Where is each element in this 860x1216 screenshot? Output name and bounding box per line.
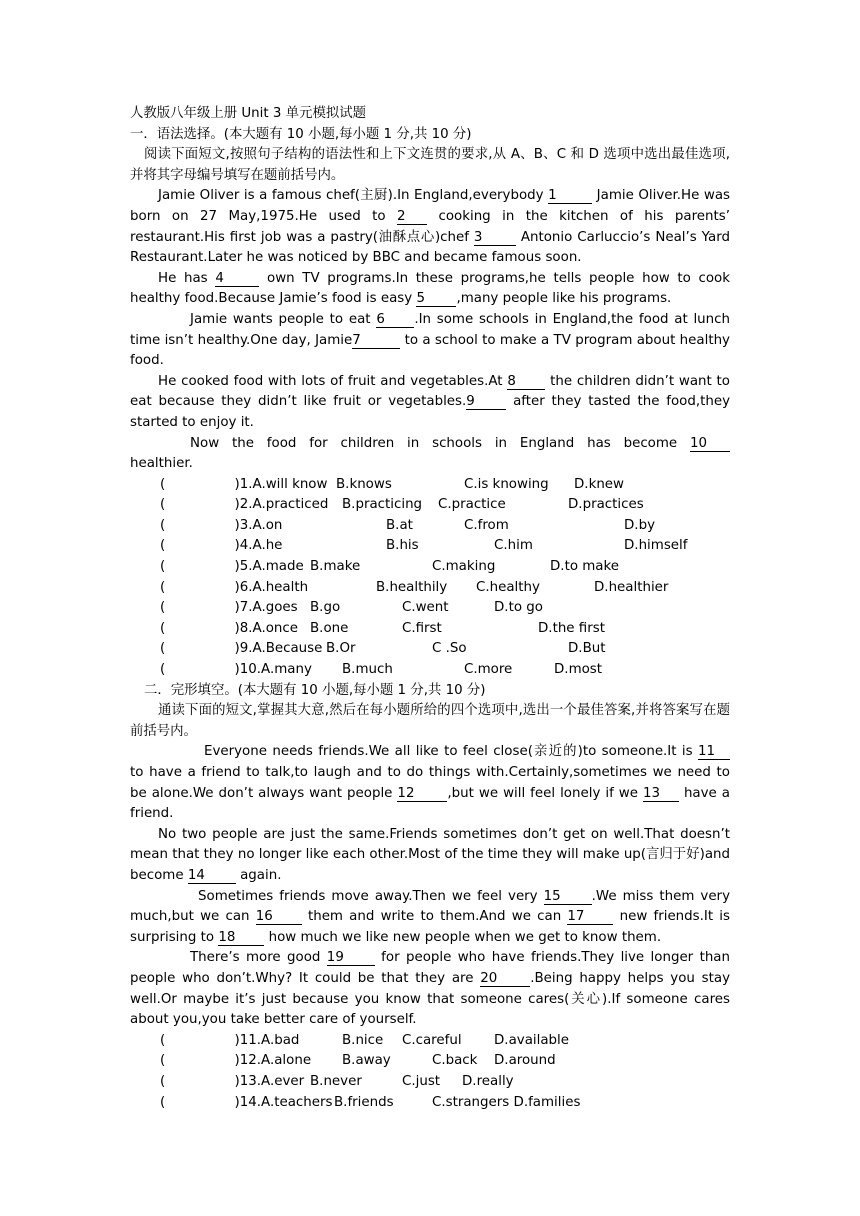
- blank-10: 10: [690, 436, 730, 452]
- blank-13: 13: [643, 786, 679, 802]
- answer-bracket[interactable]: (: [160, 497, 166, 513]
- passage2-paragraph: There’s more good 19 for people who have friends.They live longer than people who don’t.Why? It could be that they are 20 .Being happy helps you stay well.Or maybe it’s just because you know that someone cares(关心).If someone cares about you,you take better care of yourself.: [130, 950, 730, 1028]
- passage2-paragraph: No two people are just the same.Friends sometimes don’t get on well.That doesn’t mean that they no longer like each other.Most of the time they will make up(言归于好)and become 14 again.: [130, 826, 731, 883]
- grammar-options: [130, 475, 730, 681]
- option-text: C.healthy: [476, 579, 540, 595]
- option-text: )4.A.he: [226, 538, 283, 554]
- answer-bracket[interactable]: (: [160, 620, 166, 636]
- blank-5: 5: [416, 291, 456, 307]
- grammar-option-row: [130, 475, 730, 496]
- option-text: C.just: [402, 1073, 441, 1089]
- blank-8: 8: [507, 374, 545, 390]
- option-text: B.go: [310, 600, 341, 616]
- grammar-option-row: [130, 578, 730, 599]
- section1-instructions: 阅读下面短文,按照句子结构的语法性和上下文连贯的要求,从 A、B、C 和 D 选项中选出最佳选项,并将其字母编号填写在题前括号内。: [130, 147, 730, 183]
- option-text: )5.A.made: [226, 559, 304, 575]
- option-text: D.to go: [494, 600, 543, 616]
- blank-18: 18: [218, 930, 264, 946]
- grammar-option-row: [130, 516, 730, 537]
- blank-4: 4: [215, 271, 259, 287]
- option-text: C.him: [494, 538, 533, 554]
- option-text: C.went: [402, 600, 449, 616]
- option-text: B.practicing: [342, 497, 423, 513]
- cloze-option-row: [130, 1072, 730, 1093]
- answer-bracket[interactable]: (: [160, 538, 166, 554]
- option-text: C.making: [432, 559, 496, 575]
- doc-title: 人教版八年级上册 Unit 3 单元模拟试题: [130, 106, 367, 121]
- blank-7: 7: [352, 333, 400, 349]
- option-text: D.by: [624, 517, 655, 533]
- option-text: )6.A.health: [226, 579, 309, 595]
- option-text: )13.A.ever: [226, 1073, 305, 1089]
- grammar-option-row: [130, 619, 730, 640]
- option-text: )8.A.once: [226, 620, 298, 636]
- option-text: B.make: [310, 559, 361, 575]
- answer-bracket[interactable]: (: [160, 476, 166, 492]
- passage1-paragraph: Now the food for children in schools in England has become 10 healthier.: [130, 434, 730, 475]
- blank-17: 17: [567, 909, 613, 925]
- answer-bracket[interactable]: (: [160, 600, 166, 616]
- option-text: )7.A.goes: [226, 600, 298, 616]
- option-text: B.never: [310, 1073, 362, 1089]
- blank-14: 14: [188, 868, 236, 884]
- option-text: D.the first: [538, 620, 605, 636]
- option-text: B.his: [386, 538, 419, 554]
- passage1-paragraph: He has 4 own TV programs.In these programs,he tells people how to cook healthy food.Because Jamie’s food is easy 5 ,many people like his programs.: [130, 270, 730, 307]
- grammar-option-row: [130, 639, 730, 660]
- option-text: B.away: [342, 1053, 391, 1069]
- option-text: )2.A.practiced: [226, 497, 329, 513]
- option-text: C.first: [402, 620, 442, 636]
- option-text: B.knows: [336, 476, 392, 492]
- cloze-option-row: [130, 1031, 730, 1052]
- grammar-option-row: [130, 495, 730, 516]
- blank-16: 16: [256, 909, 302, 925]
- passage2-paragraph: Sometimes friends move away.Then we feel very 15 .We miss them very much,but we can 16 them and write to them.And we can 17 new friends.It is surprising to 18 how much we like new people when we get to know them.: [130, 888, 730, 945]
- grammar-option-row: [130, 598, 730, 619]
- option-text: C .So: [432, 641, 467, 657]
- answer-bracket[interactable]: (: [160, 662, 166, 678]
- passage1-paragraph: Jamie wants people to eat 6 .In some schools in England,the food at lunch time isn’t healthy.One day, Jamie7 to a school to make a TV program about healthy food.: [130, 311, 731, 369]
- blank-11: 11: [698, 744, 730, 760]
- answer-bracket[interactable]: (: [160, 1094, 166, 1110]
- option-text: C.from: [464, 517, 509, 533]
- option-text: )11.A.bad: [226, 1032, 300, 1048]
- option-text: )9.A.Because: [226, 641, 323, 657]
- blank-15: 15: [544, 889, 592, 905]
- option-text: D.practices: [568, 497, 644, 513]
- answer-bracket[interactable]: (: [160, 579, 166, 595]
- cloze-options: [130, 1031, 730, 1113]
- option-text: D.But: [568, 641, 606, 657]
- answer-bracket[interactable]: (: [160, 517, 166, 533]
- answer-bracket[interactable]: (: [160, 1073, 166, 1089]
- option-text: D.available: [494, 1032, 570, 1048]
- section2-instructions: 通读下面的短文,掌握其大意,然后在每小题所给的四个选项中,选出一个最佳答案,并将答案写在题前括号内。: [130, 703, 730, 739]
- grammar-option-row: [130, 557, 730, 578]
- option-text: D.himself: [624, 538, 688, 554]
- option-text: D.really: [462, 1073, 514, 1089]
- cloze-option-row: [130, 1093, 730, 1114]
- option-text: D.knew: [574, 476, 624, 492]
- passage2-paragraph: Everyone needs friends.We all like to feel close(亲近的)to someone.It is 11 to have a friend to talk,to laugh and to do things with.Certainly,sometimes we need to be alone.We don’t always want people 12 ,but we will feel lonely if we 13 have a friend.: [130, 744, 730, 822]
- blank-3: 3: [474, 230, 516, 246]
- option-text: )1.A.will know: [226, 476, 328, 492]
- option-text: C.is knowing: [464, 476, 549, 492]
- answer-bracket[interactable]: (: [160, 559, 166, 575]
- option-text: )14.A.teachers: [226, 1094, 333, 1110]
- option-text: B.friends: [334, 1094, 394, 1110]
- document-page: [130, 104, 730, 1113]
- option-text: B.nice: [342, 1032, 384, 1048]
- option-text: B.Or: [326, 641, 356, 657]
- passage1-paragraph: Jamie Oliver is a famous chef(主厨).In England,everybody 1 Jamie Oliver.He was born on 27 May,1975.He used to 2 cooking in the kitchen of his parents’ restaurant.His first job was a pastry(油酥点心)chef 3 Antonio Carluccio’s Neal’s Yard Restaurant.Later he was noticed by BBC and became famous soon.: [130, 188, 731, 266]
- option-text: C.practice: [438, 497, 506, 513]
- option-text: )10.A.many: [226, 662, 312, 678]
- blank-9: 9: [466, 394, 506, 410]
- section2-heading: 二．完形填空。(本大题有 10 小题,每小题 1 分,共 10 分): [144, 682, 486, 698]
- option-text: B.at: [386, 517, 413, 533]
- passage1-paragraph: He cooked food with lots of fruit and vegetables.At 8 the children didn’t want to eat because they didn’t like fruit or vegetables.9 after they tasted the food,they started to enjoy it.: [130, 373, 730, 430]
- cloze-option-row: [130, 1051, 730, 1072]
- section1-heading: 一．语法选择。(本大题有 10 小题,每小题 1 分,共 10 分): [130, 126, 472, 142]
- blank-2: 2: [397, 209, 427, 225]
- answer-bracket[interactable]: (: [160, 641, 166, 657]
- option-text: C.more: [464, 662, 513, 678]
- blank-1: 1: [548, 188, 592, 204]
- answer-bracket[interactable]: (: [160, 1032, 166, 1048]
- option-text: C.strangers D.families: [432, 1094, 581, 1110]
- option-text: B.healthily: [376, 579, 448, 595]
- blank-6: 6: [376, 312, 414, 328]
- blank-20: 20: [480, 971, 530, 987]
- option-text: D.healthier: [594, 579, 669, 595]
- answer-bracket[interactable]: (: [160, 1053, 166, 1069]
- option-text: )12.A.alone: [226, 1053, 312, 1069]
- blank-12: 12: [397, 786, 447, 802]
- option-text: C.careful: [402, 1032, 462, 1048]
- grammar-option-row: [130, 536, 730, 557]
- option-text: B.one: [310, 620, 349, 636]
- option-text: C.back: [432, 1053, 478, 1069]
- option-text: D.most: [554, 662, 603, 678]
- option-text: )3.A.on: [226, 517, 283, 533]
- option-text: B.much: [342, 662, 393, 678]
- option-text: D.around: [494, 1053, 556, 1069]
- blank-19: 19: [327, 950, 375, 966]
- grammar-option-row: [130, 660, 730, 681]
- option-text: D.to make: [550, 559, 620, 575]
